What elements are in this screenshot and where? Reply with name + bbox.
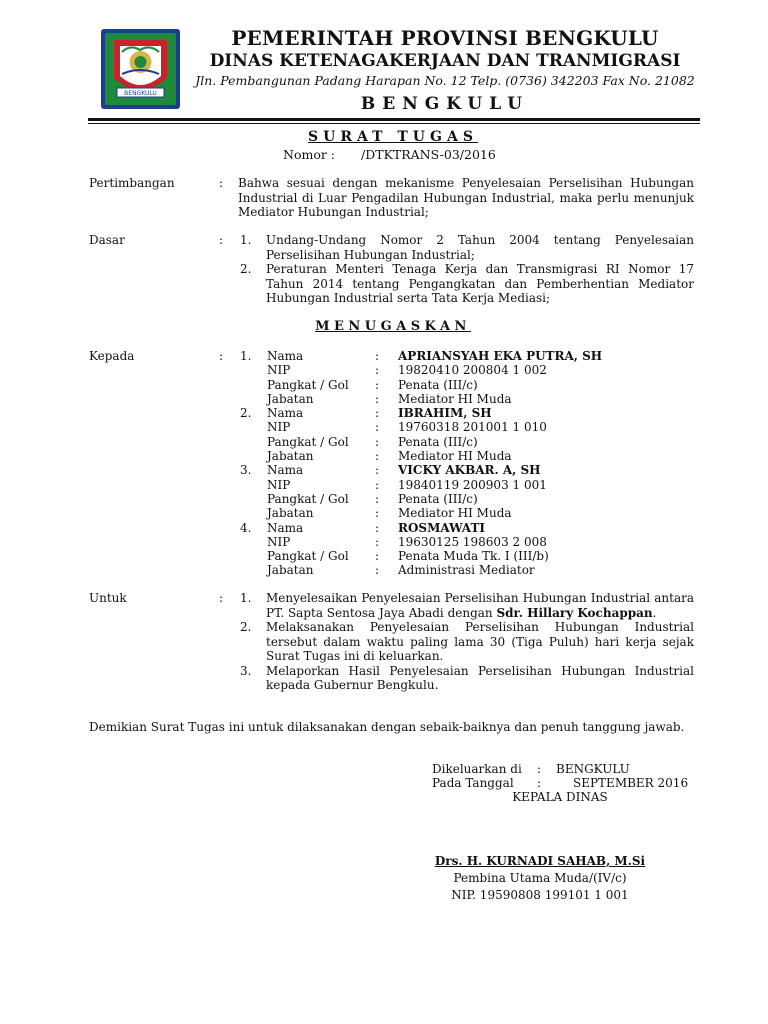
field-separator: :: [375, 391, 380, 406]
person-name: IBRAHIM, SH: [398, 406, 492, 421]
person-nip-row: [238, 535, 698, 549]
pertimbangan-label: Pertimbangan: [89, 176, 175, 190]
person-position-row: [238, 506, 698, 520]
field-separator: :: [375, 420, 380, 435]
pertimbangan-colon: :: [219, 176, 224, 190]
signer-name: Drs. H. KURNADI SAHAB, M.Si: [434, 854, 646, 868]
person-rank: Penata (III/c): [398, 377, 478, 392]
document-title: SURAT TUGAS: [308, 129, 478, 145]
untuk-item-text: Melaporkan Hasil Penyelesaian Perselisihan Hubungan Industrial kepada Gubernur Bengkulu.: [266, 663, 694, 692]
kepada-list: [238, 349, 698, 578]
person-position: Mediator HI Muda: [398, 449, 512, 464]
field-label-pangkat: Pangkat / Gol: [267, 434, 349, 449]
person-name-row: [238, 406, 698, 420]
untuk-item: [238, 591, 694, 620]
field-separator: :: [375, 463, 380, 478]
person-name-row: [238, 463, 698, 477]
untuk-item-number: 1.: [240, 591, 252, 605]
person-nip: 19630125 198603 2 008: [398, 534, 547, 549]
document-number-label: Nomor :: [283, 147, 336, 162]
person-nip-row: [238, 363, 698, 377]
person-number: 4.: [240, 520, 252, 535]
person-name-row: [238, 349, 698, 363]
person-nip-row: [238, 420, 698, 434]
person-position: Mediator HI Muda: [398, 506, 512, 521]
field-label-nama: Nama: [267, 463, 304, 478]
logo-ribbon-text: BENGKULU: [124, 90, 157, 97]
field-separator: :: [375, 534, 380, 549]
letterhead-address: Jln. Pembangunan Padang Harapan No. 12 Telp. (0736) 342203 Fax No. 21082: [195, 73, 695, 88]
field-label-jabatan: Jabatan: [267, 506, 314, 521]
field-label-pangkat: Pangkat / Gol: [267, 491, 349, 506]
person-rank-row: [238, 549, 698, 563]
field-label-nama: Nama: [267, 349, 304, 363]
field-label-nip: NIP: [267, 363, 291, 378]
person-number: 2.: [240, 406, 252, 421]
field-label-nama: Nama: [267, 520, 304, 535]
letterhead-line1: PEMERINTAH PROVINSI BENGKULU: [231, 26, 659, 50]
kepada-label: Kepada: [89, 349, 135, 363]
person-name: APRIANSYAH EKA PUTRA, SH: [398, 349, 603, 363]
field-label-nip: NIP: [267, 477, 291, 492]
person-rank: Penata (III/c): [398, 491, 478, 506]
signer-nip: NIP. 19590808 199101 1 001: [451, 888, 629, 902]
untuk-label: Untuk: [89, 591, 127, 605]
untuk-item-text: Menyelesaikan Penyelesaian Perselisihan Hubungan Industrial antara PT. Sapta Sentosa Jaya Abadi dengan: [266, 591, 694, 620]
person-rank-row: [238, 492, 698, 506]
field-label-jabatan: Jabatan: [267, 391, 314, 406]
untuk-item-party: Sdr. Hillary Kochappan: [496, 605, 653, 620]
field-label-pangkat: Pangkat / Gol: [267, 377, 349, 392]
issued-date-value: SEPTEMBER 2016: [573, 776, 689, 790]
untuk-item: [238, 620, 694, 664]
dasar-label: Dasar: [89, 233, 125, 247]
person-name-row: [238, 521, 698, 535]
header-rule-thick: [88, 118, 700, 121]
letterhead: [190, 26, 700, 116]
issued-place-label: Dikeluarkan di: [432, 762, 522, 776]
dasar-item-text: Peraturan Menteri Tenaga Kerja dan Transmigrasi RI Nomor 17 Tahun 2014 tentang Pengangkatan dan Pemberhentian Mediator Hubungan Industrial serta Tata Kerja Mediasi;: [266, 262, 694, 305]
menugaskan-heading: MENUGASKAN: [315, 319, 471, 334]
field-label-pangkat: Pangkat / Gol: [267, 549, 349, 564]
issued-place-value: BENGKULU: [556, 762, 630, 776]
person-nip: 19820410 200804 1 002: [398, 363, 547, 378]
dasar-item-number: 2.: [240, 262, 252, 276]
field-label-nip: NIP: [267, 420, 291, 435]
untuk-item-number: 2.: [240, 620, 252, 634]
field-separator: :: [375, 377, 380, 392]
person-nip-row: [238, 478, 698, 492]
untuk-item-text: Melaksanakan Penyelesaian Perselisihan Hubungan Industrial tersebut dalam waktu paling lama 30 (Tiga Puluh) hari kerja sejak Surat Tugas ini di keluarkan.: [266, 620, 694, 663]
person-position-row: [238, 449, 698, 463]
kepada-colon: :: [219, 349, 224, 363]
dasar-item-number: 1.: [240, 233, 252, 247]
person-number: 1.: [240, 349, 252, 363]
letterhead-city: BENGKULU: [360, 94, 530, 114]
header-rule-thin: [88, 123, 700, 124]
person-position-row: [238, 563, 698, 577]
field-separator: :: [375, 563, 380, 578]
field-label-jabatan: Jabatan: [267, 449, 314, 464]
letterhead-line2: DINAS KETENAGAKERJAAN DAN TRANMIGRASI: [209, 51, 681, 71]
untuk-item-text-end: .: [652, 605, 657, 620]
person-name: VICKY AKBAR. A, SH: [398, 463, 541, 478]
person-rank-row: [238, 435, 698, 449]
person-number: 3.: [240, 463, 252, 478]
issued-date-colon: :: [537, 776, 542, 790]
closing-paragraph: Demikian Surat Tugas ini untuk dilaksanakan dengan sebaik-baiknya dan penuh tanggung jawab.: [89, 720, 685, 734]
person-rank: Penata Muda Tk. I (III/b): [398, 549, 549, 564]
dasar-item-text: Undang-Undang Nomor 2 Tahun 2004 tentang Penyelesaian Perselisihan Hubungan Industrial;: [266, 233, 694, 262]
issued-place-colon: :: [537, 762, 542, 776]
person-name: ROSMAWATI: [398, 520, 485, 535]
dasar-colon: :: [219, 233, 224, 247]
pertimbangan-text: Bahwa sesuai dengan mekanisme Penyelesaian Perselisihan Hubungan Industrial di Luar Pengadilan Hubungan Industrial, maka perlu menunjuk Mediator Hubungan Industrial;: [238, 176, 694, 219]
field-separator: :: [375, 549, 380, 564]
field-label-jabatan: Jabatan: [267, 563, 314, 578]
person-position: Administrasi Mediator: [398, 563, 535, 578]
field-separator: :: [375, 434, 380, 449]
person-nip: 19760318 201001 1 010: [398, 420, 547, 435]
field-separator: :: [375, 506, 380, 521]
person-position: Mediator HI Muda: [398, 391, 512, 406]
field-separator: :: [375, 491, 380, 506]
untuk-item: [238, 664, 694, 693]
person-position-row: [238, 392, 698, 406]
field-label-nama: Nama: [267, 406, 304, 421]
field-separator: :: [375, 449, 380, 464]
person-rank-row: [238, 378, 698, 392]
signer-position: KEPALA DINAS: [512, 790, 608, 804]
dasar-item: [238, 262, 694, 306]
field-label-nip: NIP: [267, 534, 291, 549]
field-separator: :: [375, 406, 380, 421]
bengkulu-province-emblem-icon: [100, 28, 181, 110]
dasar-list: [238, 233, 694, 306]
field-separator: :: [375, 363, 380, 378]
person-rank: Penata (III/c): [398, 434, 478, 449]
signer-rank: Pembina Utama Muda/(IV/c): [453, 871, 627, 885]
document-number: [283, 147, 496, 162]
field-separator: :: [375, 349, 380, 363]
document-number-value: /DTKTRANS-03/2016: [361, 147, 496, 162]
field-separator: :: [375, 520, 380, 535]
untuk-colon: :: [219, 591, 224, 605]
untuk-item-number: 3.: [240, 663, 252, 678]
untuk-list: [238, 591, 694, 693]
dasar-item: [238, 233, 694, 262]
field-separator: :: [375, 477, 380, 492]
issued-date-label: Pada Tanggal: [432, 776, 514, 790]
person-nip: 19840119 200903 1 001: [398, 477, 547, 492]
